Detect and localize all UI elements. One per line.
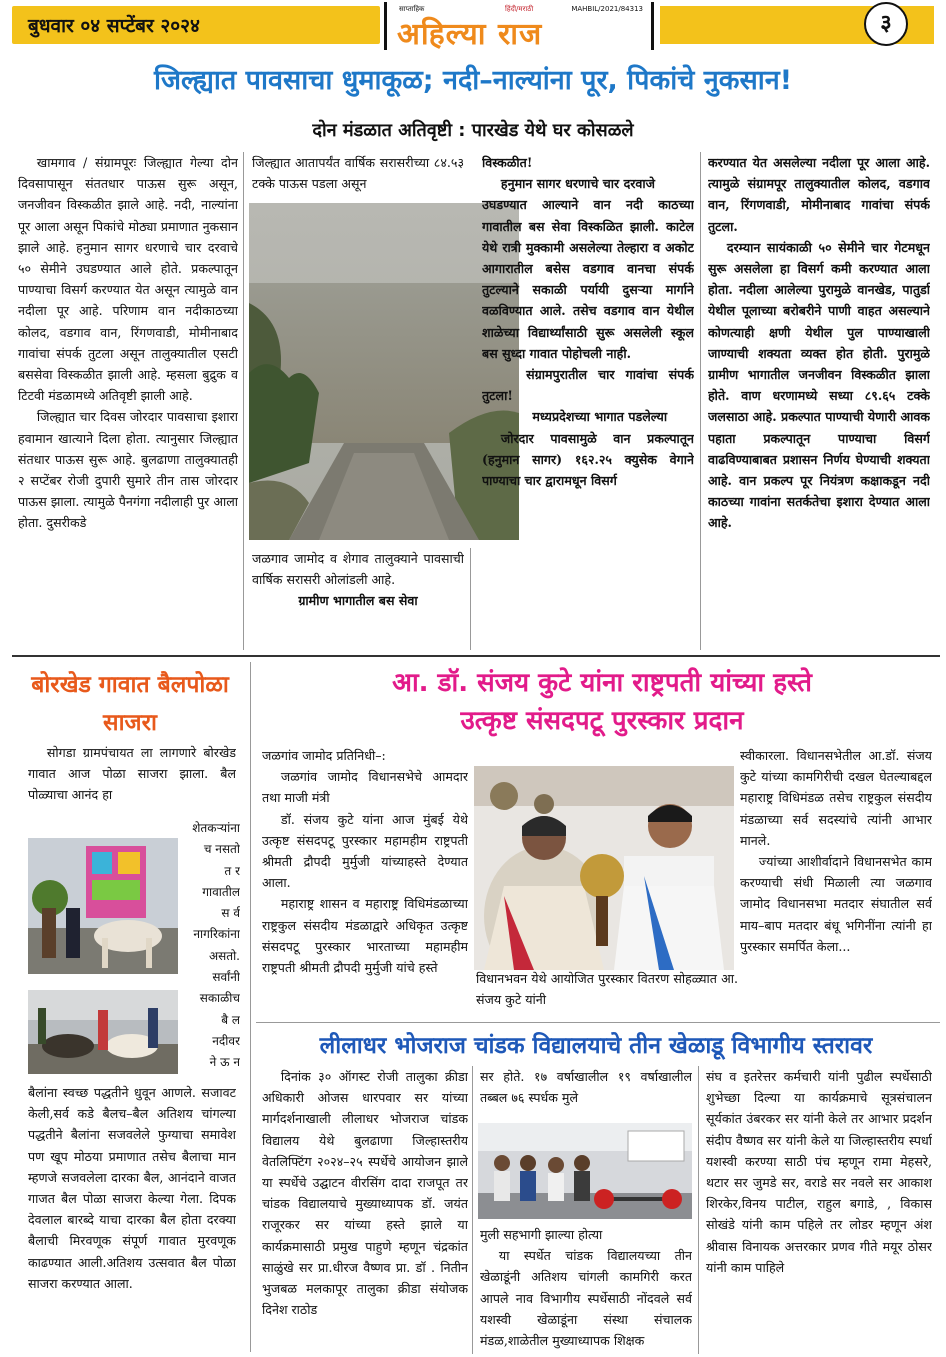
article3-headline-line2: उत्कृष्ट संसदपटू पुरस्कार प्रदान (460, 706, 744, 736)
article4-headline: लीलाधर भोजराज चांडक विद्यालयाचे तीन खेळाडू विभागीय स्तरावर (319, 1033, 873, 1059)
article4-col2-bottom-text: या स्पर्धेत चांडक विद्यालयच्या तीन खेळाडूंनी अतिशय चांगली कामगिरी करत आपले नाव विभागीय स्पर्धेसाठी नोंदवले सर्व यशस्वी खेळाडूंना संस्था संचालक मंडळ,शाळेतील मुख्याध्यापक शिक्षक (480, 1248, 692, 1349)
article3-col1-p1: जळगांव जामोद प्रतिनिधी–: (262, 748, 386, 763)
logo-title: अहिल्या राज (397, 17, 543, 52)
article4-col2-mid-text: मुली सहभागी झाल्या होत्या (480, 1227, 603, 1242)
bull-procession-image (28, 990, 178, 1074)
column-divider (250, 662, 251, 1352)
column-divider (698, 1066, 699, 1354)
article2-headline: बोरखेड गावात बैलपोळा साजरा (31, 672, 229, 736)
article1-headline: जिल्ह्यात पावसाचा धुमाकूळ; नदी–नाल्यांना पूर, पिकांचे नुकसान! (153, 65, 793, 96)
section-divider (12, 655, 940, 657)
date-band (12, 6, 380, 44)
article2-side-words (184, 818, 240, 1074)
side-word: गावातील (202, 884, 240, 899)
side-word: असतो. (208, 948, 240, 963)
article4-col1-text: दिनांक ३० ऑगस्ट रोजी तालुका क्रीडा अधिकारी ओजस धारपवार सर यांच्या मार्गदर्शनाखाली लीलाधर भोजराज चांडक विद्यालय येथे बुलढाणा जिल्हास्तरीय वेतलिफ्टिंग २०२४–२५ स्पर्धेचे आयोजन झाले या स्पर्धेचे उद्घाटन वीरसिंग दादा राजपूत तर चांडक विद्यालयाचे मुख्याध्यापक डॉ. जयंत राजूरकर सर यांच्या हस्ते झाले या कार्यक्रमासाठी प्रमुख पाहुणे म्हणून चंद्रकांत साळुंखे सर प्रा.धीरज वैष्णव प्रा. डॉ . नितीन भुजबळ मलकापूर तालुका क्रीडा संयोजक दिनेश राठोड (262, 1069, 468, 1318)
article1-col2-top-text: जिल्ह्यात आतापर्यंत वार्षिक सरासरीच्या ८४.५३ टक्के पाऊस पडला असून (252, 155, 464, 192)
article3-col1-p4: महाराष्ट्र शासन व महाराष्ट्र विधिमंडळाच्या राष्ट्रकुल संसदीय मंडळाद्वारे अधिकृत उत्कृष्ट संसदपटू पुरस्कार भारताच्या महामहीम राष्ट्रपती श्रीमती द्रौपदी मुर्मुजी यांचे हस्ते (262, 896, 468, 976)
newspaper-logo (384, 2, 654, 50)
page-number: ३ (864, 2, 908, 46)
article3-col3-p2: ज्यांच्या आशीर्वादाने विधानसभेत काम करण्याची संधी मिळाली त्या जळगाव जामोद विधानसभा मतदार संघातील सर्व माय–बाप मतदार बंधू भगिनींना त्यांनी हा पुरस्कार समर्पित केला... (740, 854, 932, 954)
side-word: त र (224, 863, 240, 878)
award-photo (474, 766, 734, 970)
article3-headline-line1: आ. डॉ. संजय कुटे यांना राष्ट्रपती यांच्या हस्ते (392, 668, 812, 698)
article3-col3 (740, 745, 932, 1017)
article3-col1 (262, 745, 468, 1017)
article3-col3-p1: स्वीकारला. विधानसभेतील आ.डॉ. संजय कुटे यांच्या कामगिरीची दखल घेतल्याबद्दल महाराष्ट्र विधिमंडळ तसेच राष्ट्रकुल संसदीय मंडळाच्या सर्व सदस्यांचे त्यांनी आभार मानले. (740, 748, 932, 848)
article2-bottom (28, 1082, 236, 1352)
side-word: नागरिकांना (193, 927, 240, 942)
article1-col4-p2: दरम्यान सायंकाळी ५० सेमीने चार गेटमधून सुरू असलेला हा विसर्ग कमी करण्यात आला होता. नदीला आलेल्या पुरामुळे वानखेड, पातुर्डा येथील पूलाच्या बरोबरीने पाणी वाहत असल्याने कोणत्याही क्षणी येथील पुल पाण्याखाली जाण्याची शक्यता व्यक्त होत होती. पुरामुळे ग्रामीण भागातील जनजीवन विस्कळीत झाला होते. वाण धरणामध्ये सध्या ८९.६५ टक्के जलसाठा आहे. प्रकल्पात पाण्याची येणारी आवक पहाता प्रकल्पातून पाण्याचा विसर्ग वाढविण्याबाबत प्रशासन निर्णय घेण्याची शक्यता आहे. वान प्रकल्प पूर नियंत्रण कक्षाकडून नदी काठच्या गावांना सतर्कतेचा इशारा देण्यात आला आहे. (708, 239, 930, 531)
logo-language: हिंदी/मराठी (505, 5, 534, 13)
weightlifting-photo (478, 1123, 692, 1219)
article1-col3-top: विस्कळीत! (482, 155, 533, 170)
article4-col3 (706, 1066, 932, 1356)
article4-col1 (262, 1066, 468, 1356)
logo-frequency: साप्ताहिक (399, 5, 425, 13)
article3-col1-p2: जळगांव जामोद विधानसभेचे आमदार तथा माजी मंत्री (262, 769, 468, 806)
column-divider (472, 1066, 473, 1354)
article4-col2-top-text: सर होते. १७ वर्षाखालील १९ वर्षाखालील तब्बल ७६ स्पर्धक मुले (480, 1069, 692, 1106)
side-word: नदीवर (212, 1033, 240, 1048)
article1-col3-body: उघडण्यात आल्याने वान नदी काठच्या गावातील बस सेवा विस्कळित झाली. काटेल येथे रात्री मुक्कामी असलेल्या तेल्हारा व अकोट आगारातील बसेस वडगाव वानचा संपर्क तुटल्याने सकाळी पर्यायी दुसऱ्या मार्गाने वळविण्यात आले. तसेच वडगाव वान येथील शाळेच्या विद्यार्थ्यांसाठी सुरू असलेली स्कूल बस सुध्दा गावात पोहोचली नाही. (482, 197, 694, 361)
article1-col2-top (252, 152, 464, 198)
article1-col3-subhead: हनुमान सागर धरणाचे चार दरवाजे (500, 176, 656, 192)
article4-col3-text: संघ व इतरेत्तर कर्मचारी यांनी पुढील स्पर्धेसाठी शुभेच्छा दिल्या या कार्यक्रमाचे सूत्रसंचालन सूर्यकांत उंबरकर सर यांनी केले तर आभार प्रदर्शन संदीप वैष्णव सर यांनी केले या जिल्हास्तरीय स्पर्धा यशस्वी करण्या साठी पंच म्हणून रामा मेहसरे, थटार सर जुमडे सर, वराडे सर नवले सर आकाश शिरकेर,विनय पाटील, राहुल बगाडे, , विकास सोखंडे यांनी काम पहिले तर लोडर म्हणून अंश श्रीवास विनायक अत्तरकार प्रणव गीते मयूर ठोसर यांनी काम पाहिले (706, 1069, 932, 1275)
side-word: स र्व (221, 906, 240, 921)
article1-col2-bold: ग्रामीण भागातील बस सेवा (298, 593, 418, 609)
article3-col1-p3: डॉ. संजय कुटे यांना आज मुंबई येथे उत्कृष्ट संसदपटू पुरस्कार महामहीम राष्ट्रपती श्रीमती द्रौपदी मुर्मुजी यांच्याहस्ते देण्यात आला. (262, 811, 468, 891)
side-word: सर्वांनी (212, 970, 240, 985)
side-word: ने ऊ न (209, 1055, 240, 1070)
article1-col3 (482, 152, 694, 652)
side-word: बै ल (221, 1012, 240, 1027)
award-photo-caption: विधानभवन येथे आयोजित पुरस्कार वितरण सोहळ्यात आ. संजय कुटे यांनी (476, 971, 738, 1008)
column-divider (470, 548, 471, 650)
flood-road-image (249, 203, 519, 540)
article4-col2-bottom (480, 1224, 692, 1356)
decorated-bull-image (28, 838, 178, 974)
bull-photo-2 (28, 990, 178, 1074)
article1-col1 (18, 152, 238, 652)
side-word: सकाळीच (199, 991, 240, 1006)
article1-col2-bottom-text: जळगाव जामोद व शेगाव तालुक्याने पावसाची वार्षिक सरासरी ओलांडली आहे. (252, 551, 464, 588)
side-word: शेतकऱ्यांना (192, 821, 240, 835)
issue-date: बुधवार ०४ सप्टेंबर २०२४ (28, 15, 200, 37)
article2-top-text: सोगडा ग्रामपंचायत ला लागणारे बोरखेड गावात आज पोळा साजरा झाला. बैल पोळ्याचा आनंद हा (28, 745, 236, 803)
article4-col2-top (480, 1066, 692, 1118)
weightlifting-event-image (478, 1123, 692, 1219)
article1-col1-p1: खामगाव / संग्रामपूरः जिल्ह्यात गेल्या दोन दिवसापासून संततधार पाऊस सुरू असून, जनजीवन विस्कळीत झाले आहे. नदी, नाल्यांना पूर आला असून पिकांचे मोठ्या प्रमाणात नुकसान झाले आहे. हनुमान सागर धरणाचे चार दरवाचे ५० सेमीने उघडण्यात आले होते. प्रकल्पातून पाण्याचा विसर्ग करण्यात येत असून त्यामुळे वान नदीला पूर आहे. परिणाम वान नदीकाठच्या कोलद, वडगाव वान, रिंगणवाडी, मोमीनाबाद गावांचा संपर्क तुटला असून तालुक्यातील एसटी बससेवा विस्कळीत झाली आहे. म्हसला बुद्रुक व टिटवी मंडळामध्ये अतिवृष्टी झाली आहे. (18, 155, 238, 404)
article1-col3-subhead2: संग्रामपुरातील चार गावांचा संपर्क तुटला! (482, 367, 694, 404)
article1-col1-p2: जिल्ह्यात चार दिवस जोरदार पावसाचा इशारा हवामान खात्याने दिला होता. त्यानुसार जिल्ह्यात संतधार पाऊस सुरू आहे. बुलढाणा तालुक्यातही २ सप्टेंबर रोजी दुपारी सुमारे तीन तास जोरदार पाऊस झाला. त्यामुळे पैनगंगा नदीलाही पुर आला होता. दुसरीकडे (18, 409, 238, 531)
article2-bottom-text: बैलांना स्वच्छ पद्धतीने धुवून आणले. सजावट केली,सर्व कडे बैलच–बैल अतिशय चांगल्या पद्धतीने बैलांना सजवलेले फुग्याचा समावेश पण खूप मोठया प्रमाणात तसेच बैलाचा मान म्हणजे सजवलेला दारका बैल, आनंदाने वाजत गाजत बैल पोळा साजरा केल्या गेला. दिपक देवलाल बारब्दे याचा दारका बैल होता दरक्या बैलाची मिरवणूक संपूर्ण गावात मुरवणूक काढण्यात आली.अतिशय उत्सवात बैल पोळा साजरा करण्यात आला. (28, 1085, 236, 1291)
bull-photo-1 (28, 838, 178, 974)
flood-photo (249, 203, 519, 540)
column-divider (700, 152, 701, 650)
article3-headline (262, 664, 942, 740)
column-divider (243, 152, 244, 650)
article1-col3-subhead3: मध्यप्रदेशच्या भागात पडलेल्या (532, 409, 668, 425)
side-word: च नसतो (203, 842, 240, 857)
section-divider (256, 1022, 940, 1023)
article1-col4 (708, 152, 930, 652)
article1-col3-body2: जोरदार पावसामुळे वान प्रकल्पातून (हनुमान सागर) १६२.२५ क्युसेक वेगाने पाण्याचा चार द्वारामधून विसर्ग (482, 430, 694, 489)
article1-col2-bottom (252, 548, 464, 650)
article1-col4-p1: करण्यात येत असलेल्या नदीला पूर आला आहे. त्यामुळे संग्रामपूर तालुक्यातील कोलद, वडगाव वान, रिंगणवाडी, मोमीनाबाद गावांचा संपर्क तुटला. (708, 155, 930, 234)
masthead (0, 0, 946, 52)
article1-subhead: दोन मंडळात अतिवृष्टी : पारखेड येथे घर कोसळले (312, 120, 634, 141)
logo-registration: MAHBIL/2021/84313 (571, 5, 643, 13)
award-ceremony-image (474, 766, 734, 970)
